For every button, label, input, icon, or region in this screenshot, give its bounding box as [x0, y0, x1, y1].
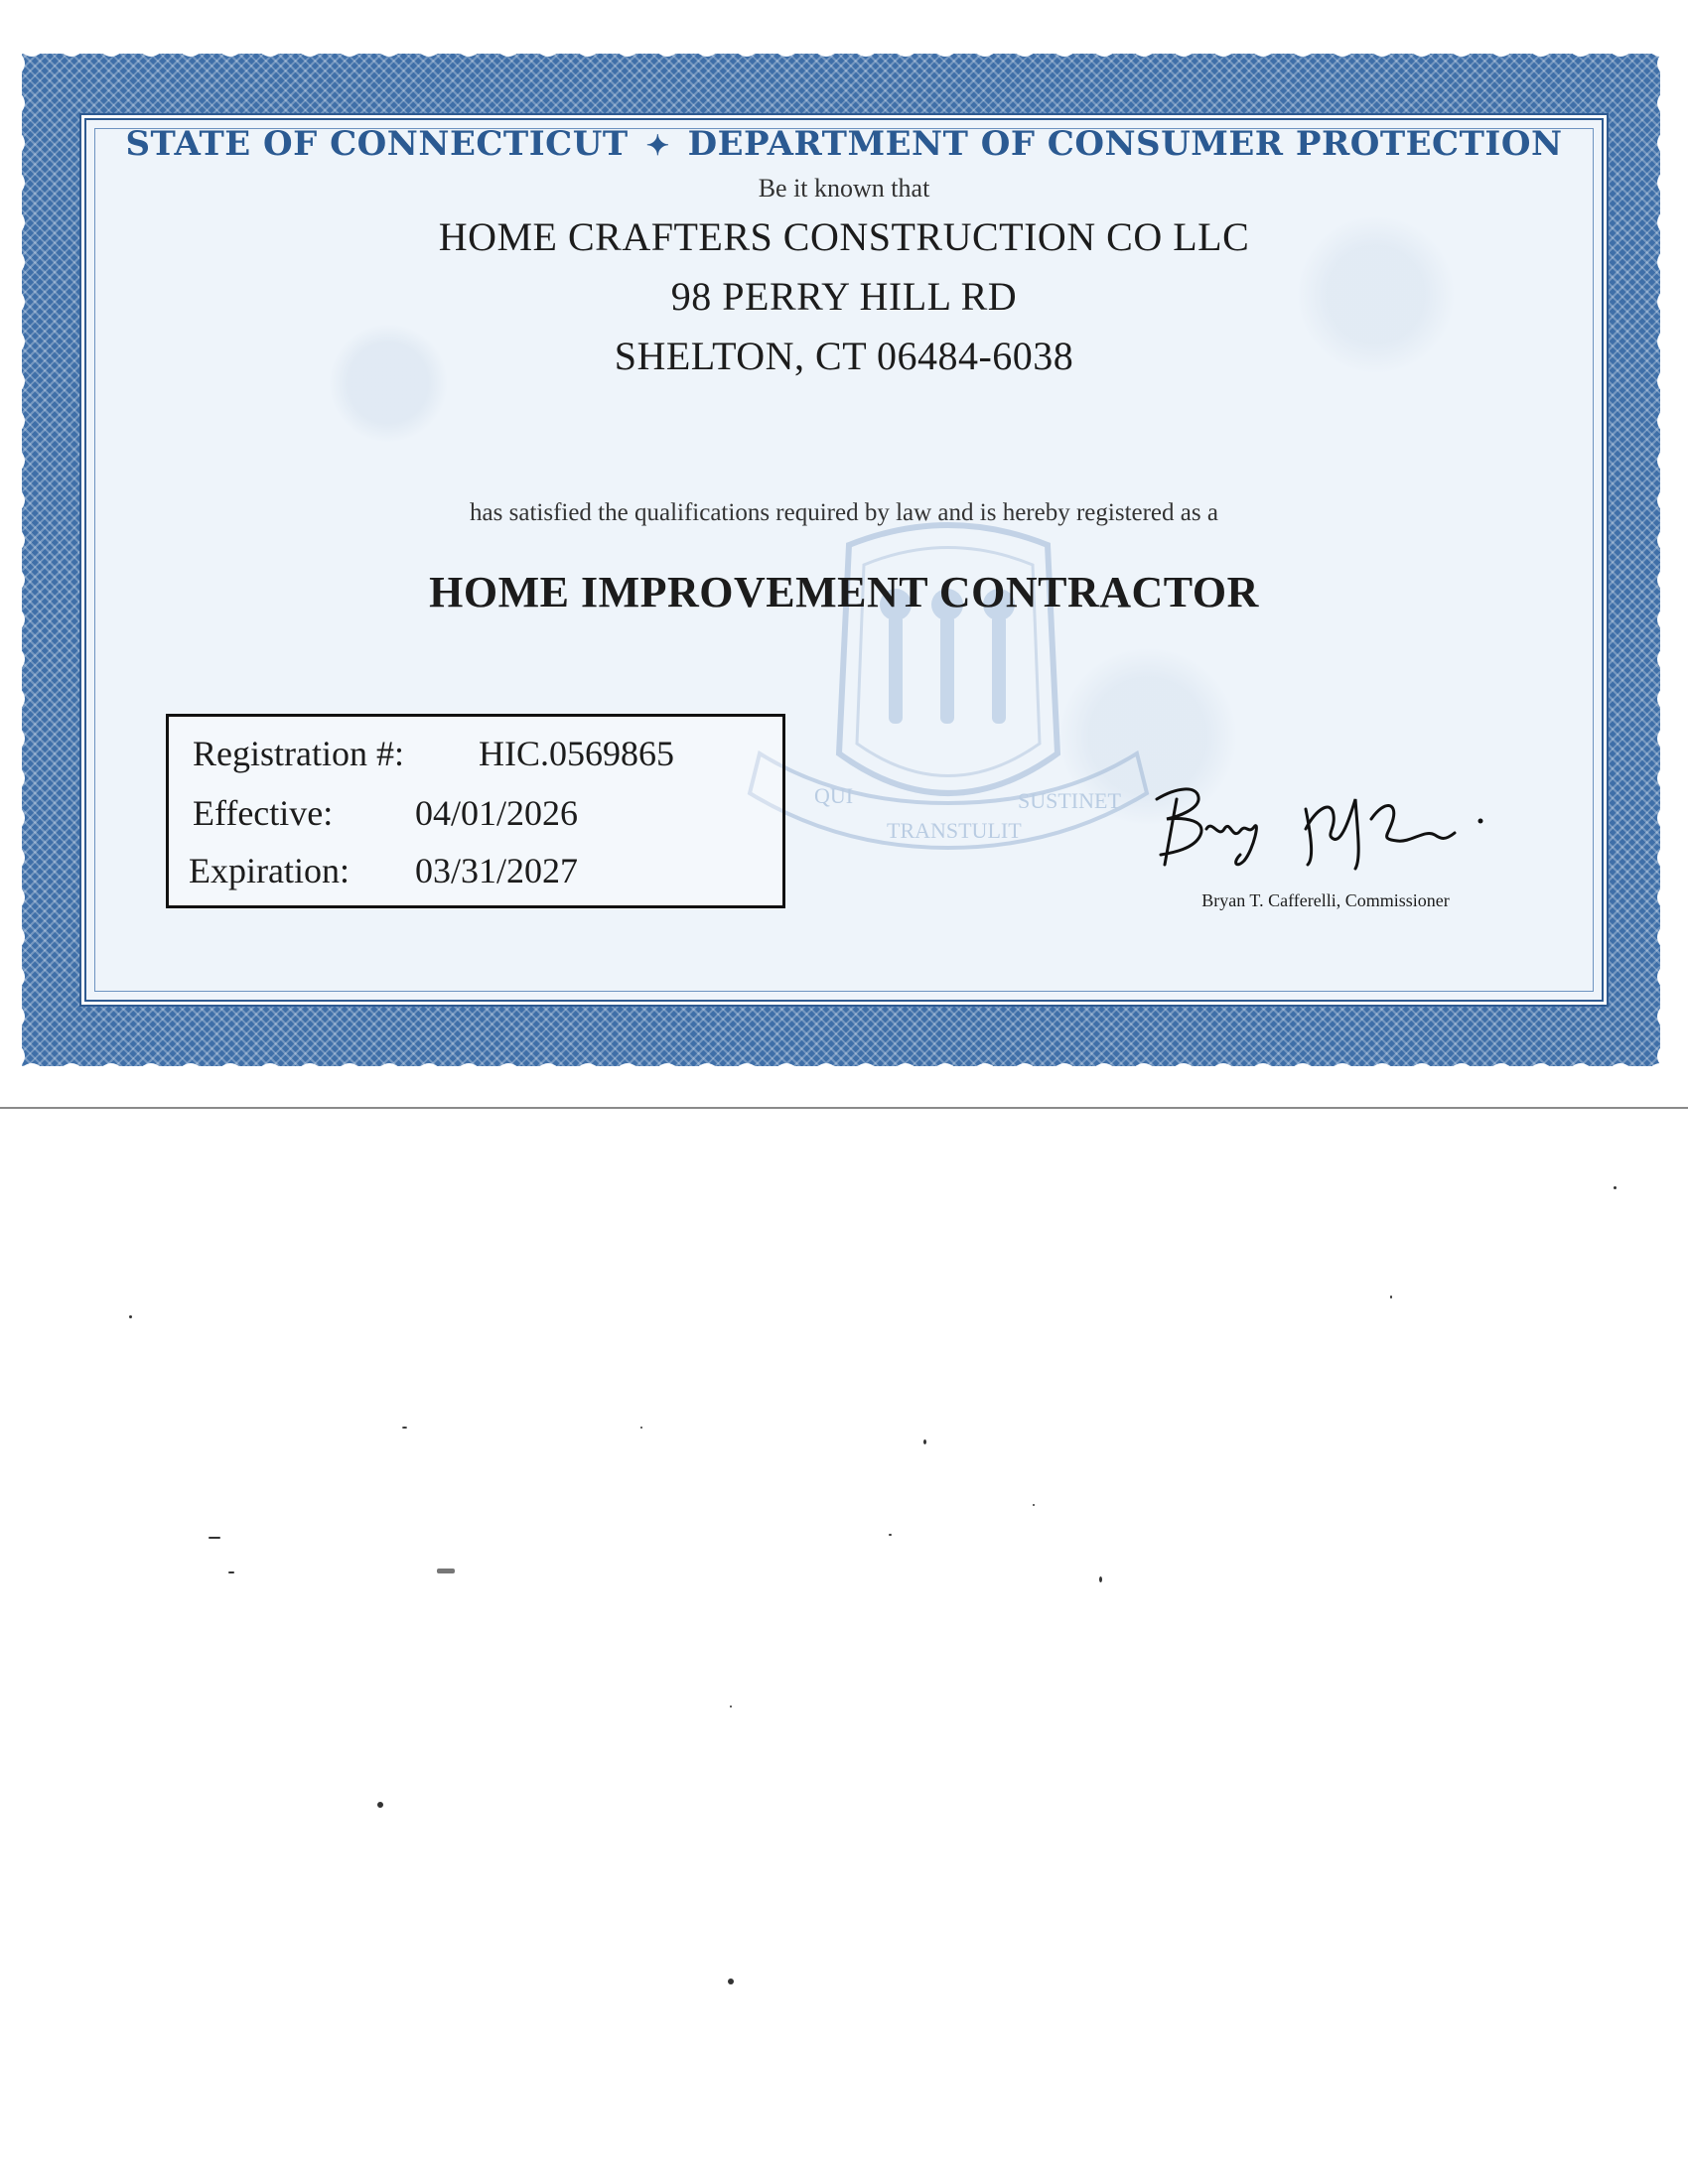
scan-speck — [728, 1979, 734, 1984]
scan-speck — [129, 1315, 132, 1318]
effective-date: 04/01/2026 — [415, 793, 579, 833]
address-line-2: SHELTON, CT 06484-6038 — [614, 334, 1074, 378]
seal-motto-1: QUI — [814, 783, 854, 808]
scan-speck — [377, 1802, 383, 1808]
scan-speck — [437, 1569, 455, 1573]
be-it-known-text: Be it known that — [758, 174, 930, 203]
commissioner-signature — [1137, 769, 1514, 879]
registration-number-row — [193, 733, 674, 774]
header-state: STATE OF CONNECTICUT — [125, 124, 629, 164]
scan-speck — [228, 1571, 234, 1573]
address-line-1: 98 PERRY HILL RD — [670, 274, 1018, 319]
scallop-border-right — [1646, 44, 1674, 1076]
registration-number: HIC.0569865 — [479, 734, 674, 773]
seal-motto-3: SUSTINET — [1018, 788, 1121, 813]
expiration-date-row — [189, 850, 578, 891]
page-fold-line — [0, 1107, 1688, 1109]
scan-speck — [1390, 1296, 1392, 1298]
license-type-title: HOME IMPROVEMENT CONTRACTOR — [429, 568, 1259, 616]
star-separator-icon: ✦ — [645, 129, 670, 162]
scan-speck — [209, 1537, 220, 1539]
certificate-inner-panel — [81, 115, 1607, 1005]
registration-box — [166, 714, 785, 908]
state-seal-watermark — [720, 505, 1177, 883]
company-name: HOME CRAFTERS CONSTRUCTION CO LLC — [438, 214, 1250, 259]
scallop-border-bottom — [12, 1052, 1670, 1080]
scan-speck — [640, 1427, 642, 1429]
scan-speck — [1614, 1186, 1617, 1189]
scallop-border-left — [8, 44, 36, 1076]
certificate-header — [84, 124, 1604, 164]
scan-speck — [923, 1439, 926, 1444]
scan-speck — [1099, 1576, 1102, 1582]
header-department: DEPARTMENT OF CONSUMER PROTECTION — [687, 124, 1563, 164]
expiration-date: 03/31/2027 — [415, 851, 579, 890]
effective-label: Effective: — [193, 793, 334, 833]
scan-speck — [1033, 1504, 1035, 1506]
certificate-border — [12, 44, 1670, 1076]
scan-speck — [402, 1427, 407, 1429]
scan-speck — [730, 1706, 732, 1707]
registration-label: Registration #: — [193, 734, 404, 773]
scan-speck — [889, 1534, 892, 1536]
effective-date-row — [193, 792, 578, 834]
commissioner-caption: Bryan T. Cafferelli, Commissioner — [1201, 890, 1450, 910]
qualification-statement: has satisfied the qualifications required by law and is hereby registered as a — [470, 499, 1218, 526]
scallop-border-top — [12, 40, 1670, 68]
seal-motto-2: TRANSTULIT — [887, 818, 1022, 843]
expiration-label: Expiration: — [189, 851, 350, 890]
